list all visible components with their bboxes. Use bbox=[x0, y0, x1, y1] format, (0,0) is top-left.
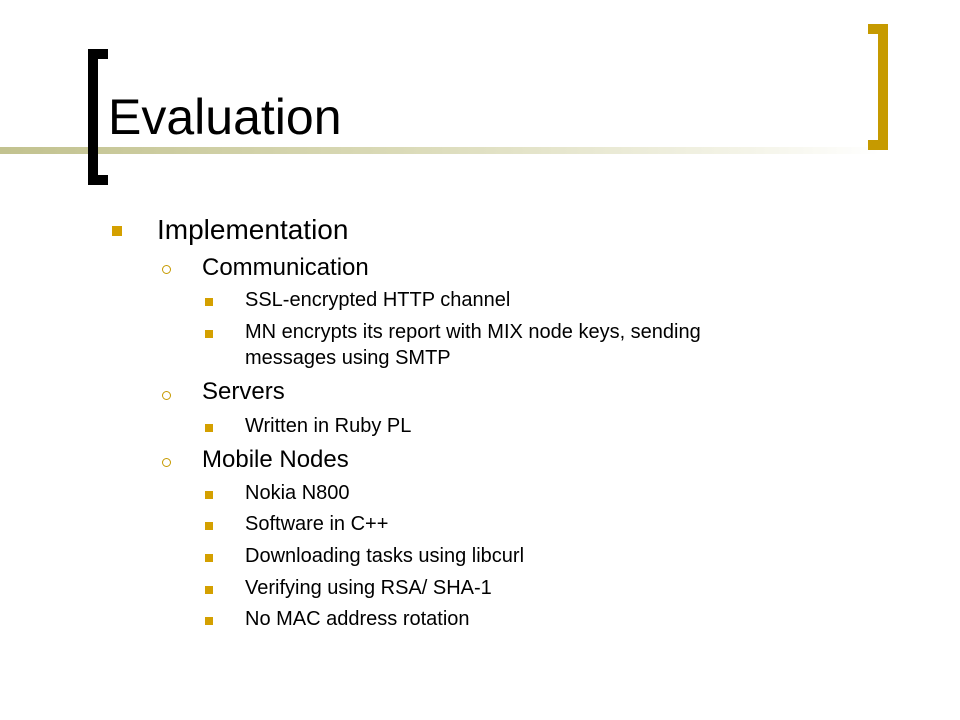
bullet-l1-implementation: Implementation bbox=[157, 214, 349, 245]
bullet-l3-nokia: Nokia N800 bbox=[245, 482, 350, 504]
ring-bullet-icon bbox=[162, 458, 171, 467]
bullet-l3-mn-encrypts-line2: messages using SMTP bbox=[245, 347, 451, 369]
bullet-l3-mac: No MAC address rotation bbox=[245, 608, 470, 630]
bullet-l3-software: Software in C++ bbox=[245, 513, 389, 535]
bullet-l2-mobile-nodes: Mobile Nodes bbox=[202, 446, 349, 473]
ring-bullet-icon bbox=[162, 391, 171, 400]
square-bullet-icon bbox=[205, 522, 213, 530]
square-bullet-icon bbox=[205, 554, 213, 562]
square-bullet-icon bbox=[205, 586, 213, 594]
square-bullet-icon bbox=[205, 617, 213, 625]
bullet-l3-mn-encrypts-line1: MN encrypts its report with MIX node keys, sending bbox=[245, 321, 701, 343]
square-bullet-icon bbox=[205, 330, 213, 338]
square-bullet-icon bbox=[205, 298, 213, 306]
slide-title: Evaluation bbox=[108, 89, 342, 145]
bullet-l3-ssl: SSL-encrypted HTTP channel bbox=[245, 289, 511, 311]
bullet-l2-servers: Servers bbox=[202, 378, 285, 405]
square-bullet-icon bbox=[205, 424, 213, 432]
bullet-l2-communication: Communication bbox=[202, 254, 369, 281]
bullet-l3-libcurl: Downloading tasks using libcurl bbox=[245, 545, 525, 567]
bullet-l3-rsa: Verifying using RSA/ SHA-1 bbox=[245, 577, 492, 599]
square-bullet-icon bbox=[205, 491, 213, 499]
square-bullet-icon bbox=[112, 226, 122, 236]
bullet-l3-ruby: Written in Ruby PL bbox=[245, 415, 412, 437]
ring-bullet-icon bbox=[162, 265, 171, 274]
